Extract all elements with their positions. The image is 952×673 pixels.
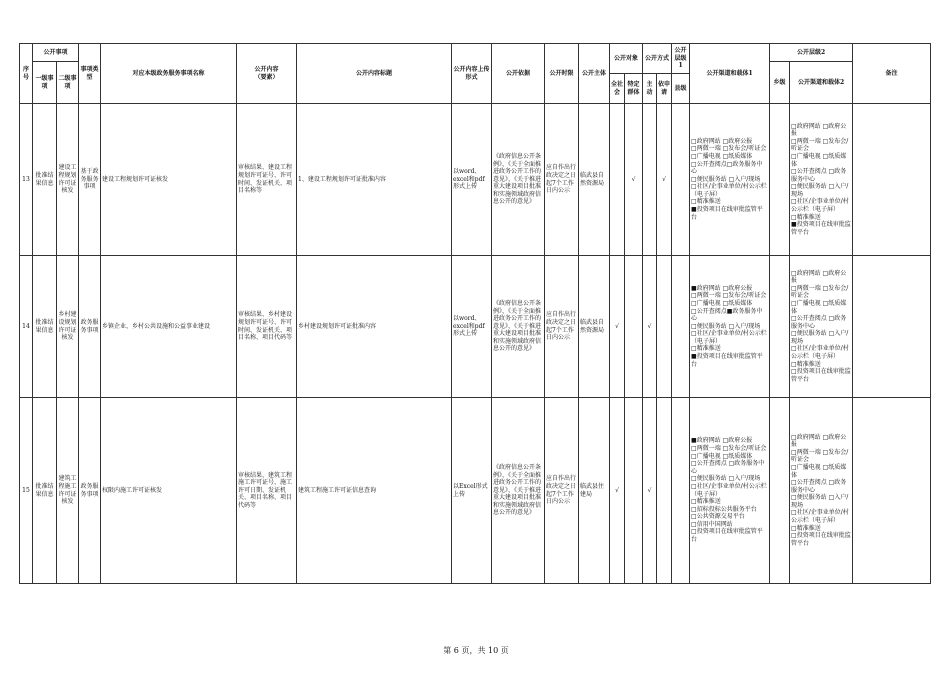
header-upload-format: 公开内容上传形式 — [452, 44, 492, 104]
header-on-request: 依申请 — [657, 74, 672, 104]
cell-on-request — [657, 256, 672, 398]
cell-seq: 13 — [20, 104, 33, 256]
header-subject: 公开主体 — [579, 44, 610, 104]
cell-content-title: 1、建设工程规划许可证批准内容 — [297, 104, 452, 256]
cell-level1: 批准结果信息 — [33, 398, 57, 584]
cell-item-type: 政务服务事项 — [79, 256, 101, 398]
cell-basis: 《政府信息公开条例》、《关于全面推进政务公开工作的意见》、《关于推进重大建设项目批准和实施领域政府信息公开的意见》 — [492, 104, 545, 256]
cell-seq: 15 — [20, 398, 33, 584]
header-content-title: 公开内容标题 — [297, 44, 452, 104]
header-period: 公开时限 — [545, 44, 579, 104]
cell-level2: 建设工程规划许可证核发 — [57, 104, 79, 256]
header-county: 县级 — [672, 74, 690, 104]
cell-content-elements: 审核结果、建筑工程施工许可证号、施工许可日期、发证机关、项目名称、项目代码等 — [237, 398, 297, 584]
cell-all-society: √ — [610, 398, 625, 584]
cell-upload-format: 以word、excel和pdf形式上传 — [452, 256, 492, 398]
cell-content-title: 乡村建设规划许可证批准内容 — [297, 256, 452, 398]
header-remark: 备注 — [853, 44, 931, 104]
cell-channel1: ■政府网站 □政府公报 □两微一端 □发布会/听证会 □广播电视 □纸质媒体 □公开查阅点 □政务服务中心 □便民服务站 □入户/现场 □社区/企事业单位/村公示栏（电子屏） □精准推送 □招标投标公共服务平台 □公共资源交易平台 □信用中国网站 □投资项目在线审批监管平台 — [690, 398, 770, 584]
cell-all-society: √ — [610, 256, 625, 398]
header-specific-group: 特定群体 — [625, 74, 643, 104]
cell-remark — [853, 256, 931, 398]
cell-item-type: 基于政务服务事项 — [79, 104, 101, 256]
header-basis: 公开依据 — [492, 44, 545, 104]
cell-channel1: ■政府网站 □政府公报 □两微一端 □发布会/听证会 □广播电视 □纸质媒体 □公开查阅点■政务服务中心 □便民服务站 □入户/现场 □社区/企事业单位/村公示栏（电子屏） □精准推送 ■投资项目在线审批监管平台 — [690, 256, 770, 398]
cell-service-name: 乡镇企业、乡村公共设施和公益事业建设 — [101, 256, 237, 398]
header-item-type: 事项类型 — [79, 44, 101, 104]
header-public-item: 公开事项 — [33, 44, 79, 62]
disclosure-table — [19, 43, 931, 584]
cell-county — [672, 104, 690, 256]
cell-on-request: √ — [657, 104, 672, 256]
header-audience: 公开对象 — [610, 44, 643, 74]
header-method: 公开方式 — [643, 44, 672, 74]
cell-specific-group — [625, 256, 643, 398]
header-township: 乡级 — [770, 62, 790, 104]
header-service-name: 对应本级政务服务事项名称 — [101, 44, 237, 104]
cell-all-society — [610, 104, 625, 256]
cell-channel2: □政府网站 □政府公报 □两微一端 □发布会/听证会 □广播电视 □纸质媒体 □公开查阅点 □政务服务中心 □便民服务站 □入户/现场 □社区/企事业单位/村公示栏（电子屏） □精准推送 □投资项目在线审批监管平台 — [790, 398, 853, 584]
table-row — [20, 104, 931, 256]
cell-county — [672, 256, 690, 398]
cell-channel2: □政府网站 □政府公报 □两微一端 □发布会/听证会 □广播电视 □纸质媒体 □公开查阅点 □政务服务中心 □便民服务站 □入户/现场 □社区/企事业单位/村公示栏（电子屏） □精准推送 ■投资项目在线审批监管平台 — [790, 104, 853, 256]
header-layer2: 公开层级2 — [770, 44, 853, 62]
cell-active: √ — [643, 398, 657, 584]
cell-township — [770, 104, 790, 256]
header-all-society: 全社会 — [610, 74, 625, 104]
header-level2: 二级事项 — [57, 62, 79, 104]
cell-seq: 14 — [20, 256, 33, 398]
table-row — [20, 256, 931, 398]
cell-specific-group — [625, 398, 643, 584]
cell-level1: 批准结果信息 — [33, 256, 57, 398]
cell-level2: 建筑工程施工许可证核发 — [57, 398, 79, 584]
cell-remark — [853, 398, 931, 584]
cell-period: 应自作出行政决定之日起7个工作日内公示 — [545, 256, 579, 398]
cell-subject: 临武县自然资源局 — [579, 104, 610, 256]
header-level1: 一级事项 — [33, 62, 57, 104]
header-layer1: 公开层级1 — [672, 44, 690, 74]
cell-specific-group: √ — [625, 104, 643, 256]
cell-level1: 批准结果信息 — [33, 104, 57, 256]
cell-content-elements: 审核结果、建设工程规划许可证号、许可时间、发证机关、项目名称等 — [237, 104, 297, 256]
header-channel1: 公开渠道和载体1 — [690, 44, 770, 104]
cell-service-name: 权限内施工许可证核发 — [101, 398, 237, 584]
cell-channel1: □政府网站 □政府公报 □两微一端 □发布会/听证会 □广播电视 □纸质媒体 □公开查阅点□政务服务中心 □便民服务站 □入户/现场 □社区/企事业单位/村公示栏（电子屏） □精准推送 ■投资项目在线审批监管平台 — [690, 104, 770, 256]
cell-basis: 《政府信息公开条例》、《关于全面推进政务公开工作的意见》、《关于推进重大建设项目批准和实施领域政府信息公开的意见》 — [492, 256, 545, 398]
cell-upload-format: 以Excel形式上传 — [452, 398, 492, 584]
header-seq: 序号 — [20, 44, 33, 104]
cell-active — [643, 104, 657, 256]
cell-upload-format: 以word、excel和pdf形式上传 — [452, 104, 492, 256]
header-content-elements: 公开内容 （要素） — [237, 44, 297, 104]
cell-subject: 临武县住建局 — [579, 398, 610, 584]
cell-active: √ — [643, 256, 657, 398]
cell-content-title: 建筑工程施工许可证信息查询 — [297, 398, 452, 584]
cell-channel2: □政府网站 □政府公报 □两微一端 □发布会/听证会 □广播电视 □纸质媒体 □公开查阅点 □政务服务中心 □便民服务站 □入户/现场 □社区/企事业单位/村公示栏（电子屏） □精准推送 □投资项目在线审批监管平台 — [790, 256, 853, 398]
cell-county — [672, 398, 690, 584]
header-active: 主动 — [643, 74, 657, 104]
cell-township — [770, 256, 790, 398]
cell-basis: 《政府信息公开条例》、《关于全面推进政务公开工作的意见》、《关于推进重大建设项目批准和实施领域政府信息公开的意见》 — [492, 398, 545, 584]
cell-township — [770, 398, 790, 584]
cell-remark — [853, 104, 931, 256]
page-footer: 第 6 页，共 10 页 — [443, 646, 509, 655]
cell-service-name: 建设工程规划许可证核发 — [101, 104, 237, 256]
cell-period: 应自作出行政决定之日起7个工作日内公示 — [545, 104, 579, 256]
cell-on-request — [657, 398, 672, 584]
cell-item-type: 政务服务事项 — [79, 398, 101, 584]
header-channel2: 公开渠道和载体2 — [790, 62, 853, 104]
cell-level2: 乡村建设规划许可证核发 — [57, 256, 79, 398]
cell-content-elements: 审核结果、乡村建设规划许可证号、许可时间、发证机关、项目名称、项目代码等 — [237, 256, 297, 398]
cell-subject: 临武县自然资源局 — [579, 256, 610, 398]
table-row — [20, 398, 931, 584]
cell-period: 应自作出行政决定之日起7个工作日内公示 — [545, 398, 579, 584]
